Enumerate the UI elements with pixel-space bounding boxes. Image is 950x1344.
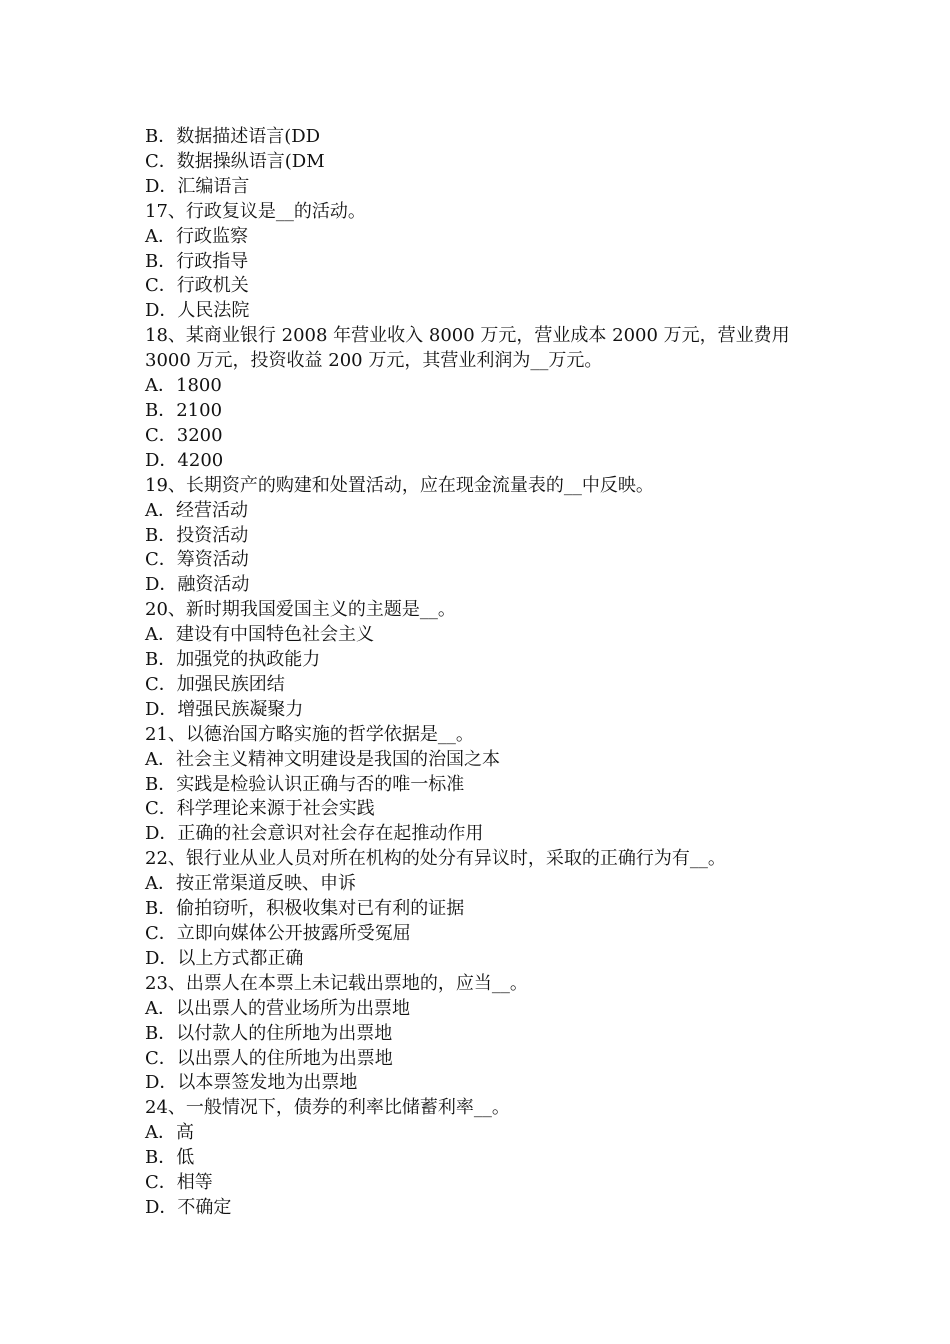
option-a-q20: A．建设有中国特色社会主义: [145, 624, 374, 646]
option-c-q16: C．数据操纵语言(DM: [145, 150, 325, 172]
option-a-q18: A．1800: [145, 375, 222, 397]
option-d-q18: D．4200: [145, 449, 224, 471]
option-d-q20: D．增强民族凝聚力: [145, 698, 304, 720]
option-c-q17: C．行政机关: [145, 275, 249, 297]
option-d-q23: D．以本票签发地为出票地: [145, 1072, 358, 1094]
option-c-q21: C．科学理论来源于社会实践: [145, 798, 375, 820]
question-18-line-1: 18、某商业银行 2008 年营业收入 8000 万元，营业成本 2000 万元，营业费用: [145, 325, 790, 347]
option-d-q16: D．汇编语言: [145, 175, 250, 197]
option-a-q23: A．以出票人的营业场所为出票地: [145, 997, 410, 1019]
option-c-q22: C．立即向媒体公开披露所受冤屈: [145, 923, 411, 944]
question-22: 22、银行业从业人员对所在机构的处分有异议时，采取的正确行为有__。: [145, 848, 726, 870]
option-b-q17: B．行政指导: [145, 250, 249, 272]
question-21: 21、以德治国方略实施的哲学依据是__。: [145, 723, 474, 745]
option-d-q21: D．正确的社会意识对社会存在起推动作用: [145, 823, 484, 845]
document-body: [145, 125, 815, 1221]
option-a-q24: A．高: [145, 1122, 194, 1144]
option-c-q24: C．相等: [145, 1172, 213, 1194]
option-c-q20: C．加强民族团结: [145, 673, 285, 695]
option-a-q17: A．行政监察: [145, 225, 248, 247]
question-18-line-2: 3000 万元，投资收益 200 万元，其营业利润为__万元。: [145, 350, 603, 372]
option-a-q19: A．经营活动: [145, 499, 248, 521]
option-b-q21: B．实践是检验认识正确与否的唯一标准: [145, 773, 465, 795]
option-b-q16: B．数据描述语言(DD: [145, 126, 321, 147]
option-a-q21: A．社会主义精神文明建设是我国的治国之本: [145, 748, 500, 770]
option-b-q23: B．以付款人的住所地为出票地: [145, 1022, 393, 1044]
question-23: 23、出票人在本票上未记载出票地的，应当__。: [145, 972, 528, 994]
option-d-q22: D．以上方式都正确: [145, 947, 304, 969]
option-b-q24: B．低: [145, 1147, 195, 1169]
option-c-q23: C．以出票人的住所地为出票地: [145, 1047, 393, 1069]
question-20: 20、新时期我国爱国主义的主题是__。: [145, 599, 456, 621]
question-19: 19、长期资产的购建和处置活动，应在现金流量表的__中反映。: [145, 474, 654, 496]
option-c-q19: C．筹资活动: [145, 549, 249, 571]
option-b-q22: B．偷拍窃听，积极收集对已有利的证据: [145, 898, 465, 920]
option-b-q18: B．2100: [145, 399, 223, 421]
option-c-q18: C．3200: [145, 424, 223, 446]
option-a-q22: A．按正常渠道反映、申诉: [145, 873, 356, 895]
option-b-q20: B．加强党的执政能力: [145, 649, 321, 671]
option-d-q17: D．人民法院: [145, 300, 250, 322]
option-d-q19: D．融资活动: [145, 574, 250, 596]
question-17: 17、行政复议是__的活动。: [145, 200, 366, 222]
question-24: 24、一般情况下，债券的利率比储蓄利率__。: [145, 1097, 510, 1119]
option-b-q19: B．投资活动: [145, 524, 249, 546]
option-d-q24: D．不确定: [145, 1196, 232, 1218]
